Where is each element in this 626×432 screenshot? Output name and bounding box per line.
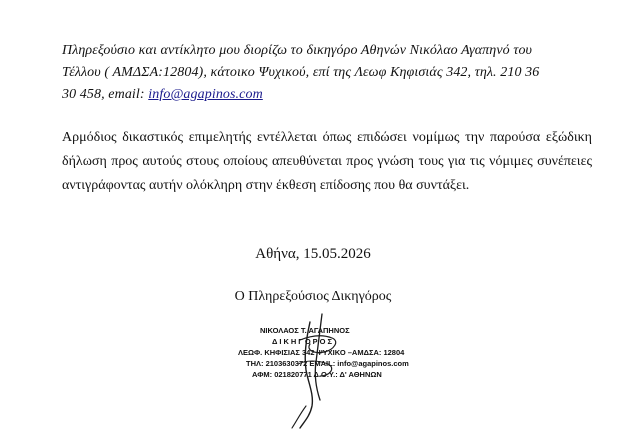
authorization-line-3: 30 458, email: (62, 87, 149, 102)
stamp-name: ΝΙΚΟΛΑΟΣ Τ. ΑΓΑΠΗΝΟΣ (260, 326, 350, 335)
stamp-address: ΛΕΩΦ. ΚΗΦΙΣΙΑΣ 342 ΨΥΧΙΚΟ –ΑΜΔΣΑ: 12804 (238, 348, 405, 357)
lawyer-stamp (238, 325, 418, 380)
date-line: Αθήνα, 15.05.2026 (255, 246, 371, 262)
signatory-title: Ο Πληρεξούσιος Δικηγόρος (234, 289, 392, 304)
stamp-tax: ΑΦΜ: 021820771 Δ.Ο.Υ.: Δ' ΑΘΗΝΩΝ (252, 370, 382, 379)
stamp-role: ΔΙΚΗΓΟΡΟΣ (272, 337, 334, 346)
authorization-line-2: Τέλλου ( ΑΜΔΣΑ:12804), κάτοικο Ψυχικού, επί της Λεωφ Κηφισιάς 342, τηλ. 210 36 (62, 65, 540, 80)
stamp-contact: ΤΗΛ: 2103630372 EMAIL: info@agapinos.com (246, 359, 409, 368)
instruction-paragraph: Αρμόδιος δικαστικός επιμελητής εντέλλεται όπως επιδώσει νομίμως την παρούσα εξώδικη δήλωση προς αυτούς στους οποίους απευθύνεται προς γνώση τους για τις νόμιμες συνέπειες αντιγράφοντας αυτήν ολόκληρη στην έκθεση επίδοσης που θα συντάξει. (62, 130, 592, 193)
authorization-line-1: Πληρεξούσιο και αντίκλητο μου διορίζω το δικηγόρο Αθηνών Νικόλαο Αγαπηνό του (62, 43, 533, 58)
authorization-paragraph (62, 40, 582, 106)
email-link[interactable]: info@agapinos.com (148, 87, 263, 102)
